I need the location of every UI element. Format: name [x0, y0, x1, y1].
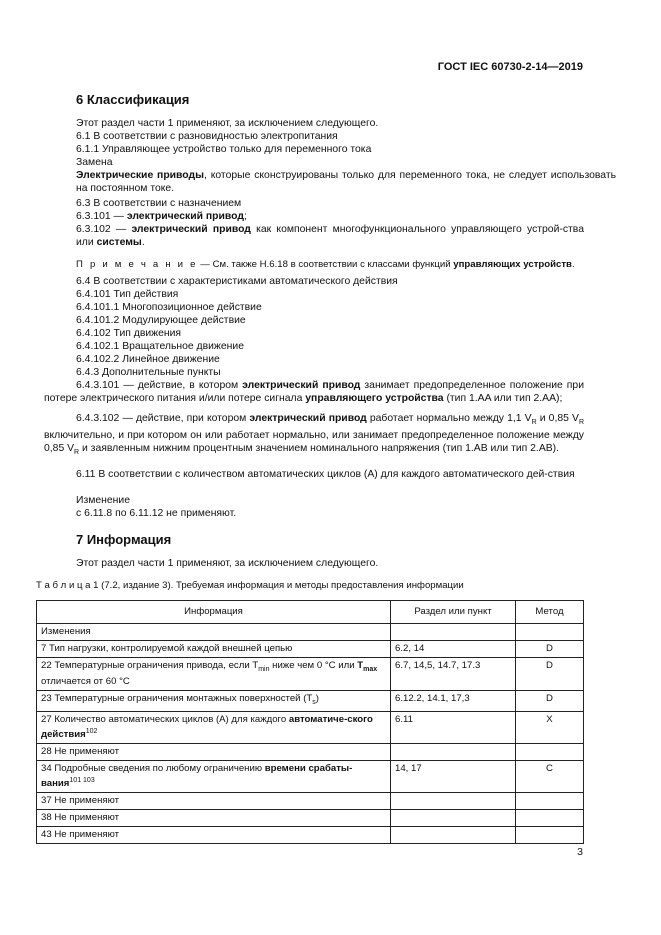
document-header: ГОСТ IEC 60730-2-14—2019 [437, 61, 583, 73]
cell-method: D [516, 690, 584, 711]
s6-p10-b: электрический привод [249, 413, 367, 424]
s6-p10-f: и заявленным нижним процентным значением номинального напряжения (тип 1.AB или тип 2.AB). [79, 443, 560, 455]
table-caption: Т а б л и ц а 1 (7.2, издание 3). Требуемая информация и методы предоставления информации [36, 580, 464, 591]
cell-info: 28 Не применяют [37, 744, 391, 761]
cell-info-end: ) [315, 692, 319, 704]
cell-info-a: 22 Температурные ограничения привода, если T [41, 660, 259, 671]
cell-info-end: отличается от 60 °С [41, 675, 130, 687]
section-6-heading: 6 Классификация [76, 92, 190, 107]
cell-method [516, 810, 584, 827]
s6-p8-e: . [141, 237, 145, 248]
s6-l3: 6.4.101.1 Многопозиционное действие [76, 302, 262, 313]
cell-info: 38 Не применяют [37, 810, 391, 827]
cell-section: 14, 17 [391, 761, 516, 793]
cell-method: X [516, 711, 584, 743]
s6-p7-b: электрический привод [126, 211, 244, 222]
cell-info-sup: 101 103 [69, 777, 95, 784]
cell-info-sub: min [258, 665, 270, 673]
info-table [36, 600, 584, 844]
s6-p10-c: работает нормально между 1,1 V [366, 413, 532, 424]
s6-l5: 6.4.102 Тип движения [76, 328, 182, 339]
table-row [37, 711, 584, 743]
table-row [37, 793, 584, 810]
s6-p5-bold: Электрические приводы [76, 170, 204, 181]
s6-p6: 6.3 В соответствии с назначением [76, 198, 242, 209]
s6-p9-d: управляющего устройства [305, 393, 444, 404]
s6-p9 [44, 379, 584, 405]
section-7-heading: 7 Информация [76, 532, 172, 547]
cell-method [516, 793, 584, 810]
cell-info-b: времени срабаты-вания [41, 763, 353, 790]
s6-l7: 6.4.102.2 Линейное движение [76, 354, 220, 365]
cell-info-rest: ниже чем 0 °С или [269, 660, 358, 671]
s6-p7 [44, 210, 616, 223]
cell-section: 6.2, 14 [391, 641, 516, 658]
s6-l2: 6.4.101 Тип действия [76, 289, 179, 300]
s6-p5 [44, 169, 616, 195]
table-row [37, 624, 584, 641]
cell-section: 6.12.2, 14.1, 17,3 [391, 690, 516, 711]
s6-p9-e: (тип 1.AA или тип 2.AA); [443, 393, 563, 404]
cell-section [391, 810, 516, 827]
s6-p2: 6.1 В соответствии с разновидностью электропитания [76, 131, 338, 142]
cell-method [516, 827, 584, 844]
s6-p7-a: 6.3.101 — [76, 211, 127, 222]
s6-l6: 6.4.102.1 Вращательное движение [76, 341, 244, 352]
s6-p13: с 6.11.8 по 6.11.12 не применяют. [76, 508, 237, 519]
table-row [37, 658, 584, 691]
cell-info-sub: s [312, 698, 316, 706]
cell-info-sup: 102 [85, 727, 98, 735]
table-row [37, 690, 584, 711]
note-bold: управляющих устройств [453, 259, 572, 270]
s6-p7-c: ; [243, 211, 247, 222]
s6-p8 [44, 223, 584, 249]
note [44, 258, 616, 271]
s6-p8-a: 6.3.102 — [76, 224, 132, 235]
s6-p11: 6.11 В соответствии с количеством автоматических циклов (А) для каждого автоматического дей-ствия [76, 469, 575, 480]
s6-l4: 6.4.101.2 Модулирующее действие [76, 315, 246, 326]
note-end: . [571, 259, 575, 270]
s6-p9-a: 6.4.3.101 — действие, в котором [76, 380, 243, 391]
cell-section: 6.11 [391, 711, 516, 743]
cell-method: D [516, 658, 584, 691]
cell-info-a: 27 Количество автоматических циклов (А) для каждого [41, 713, 289, 725]
s6-p10-sub3: R [74, 449, 80, 457]
s6-p5-rest: , которые сконструированы только для переменного тока, не следует использовать на постоянном токе. [76, 170, 616, 194]
s6-p10-sub1: R [531, 419, 537, 427]
table-header-row [37, 601, 584, 624]
col-header-info: Информация [37, 601, 391, 624]
cell-info [37, 690, 391, 711]
s6-p10-e: включительно, и при котором он или работает нормально, или занимает предопределенное положение между 0,85 V [44, 430, 584, 455]
cell-info: 37 Не применяют [37, 793, 391, 810]
s6-p8-d: системы [96, 237, 142, 248]
note-text: — См. также H.6.18 в соответствии с классами функций [197, 259, 454, 270]
cell-method [516, 744, 584, 761]
cell-info [37, 761, 391, 793]
cell-info-a: 34 Подробные сведения по любому ограничению [41, 763, 265, 774]
s6-p3: 6.1.1 Управляющее устройство только для переменного тока [76, 144, 372, 155]
cell-info [37, 658, 391, 691]
cell-info: Изменения [37, 624, 391, 641]
s6-p8-b: электрический привод [131, 224, 251, 235]
table-row [37, 827, 584, 844]
s6-p9-b: электрический привод [242, 380, 361, 391]
s7-p1: Этот раздел части 1 применяют, за исключением следующего. [76, 558, 379, 569]
cell-section [391, 793, 516, 810]
s6-p1: Этот раздел части 1 применяют, за исключением следующего. [76, 118, 379, 129]
s6-p10-a: 6.4.3.102 — действие, при котором [76, 413, 250, 424]
s6-p4: Замена [76, 157, 113, 168]
cell-info: 43 Не применяют [37, 827, 391, 844]
cell-section: 6.7, 14,5, 14.7, 17.3 [391, 658, 516, 691]
cell-section [391, 744, 516, 761]
cell-method [516, 624, 584, 641]
cell-info [37, 711, 391, 743]
s6-p10-sub2: R [578, 419, 585, 427]
s6-l1: 6.4 В соответствии с характеристиками автоматического действия [76, 276, 398, 287]
cell-section [391, 624, 516, 641]
s6-l8: 6.4.3 Дополнительные пункты [76, 367, 221, 378]
page-number: 3 [577, 846, 583, 858]
s6-p10 [44, 412, 584, 459]
table-row [37, 810, 584, 827]
note-label: П р и м е ч а н и е [76, 259, 198, 270]
cell-info-b: автоматиче-ского действия [41, 713, 373, 740]
col-header-section: Раздел или пункт [391, 601, 516, 624]
table-row [37, 744, 584, 761]
col-header-method: Метод [516, 601, 584, 624]
s6-p8-c: как компонент многофункционального управляющего устрой-ства или [76, 224, 584, 248]
cell-info-b: T [357, 660, 364, 671]
s6-p10-d: и 0,85 V [536, 413, 579, 424]
cell-info: 7 Тип нагрузки, контролируемой каждой внешней цепью [37, 641, 391, 658]
s6-p9-c: занимает предопределенное положение при потере электрического питания и/или потере сигнала [44, 380, 584, 404]
cell-method: D [516, 641, 584, 658]
s6-p12: Изменение [76, 495, 130, 506]
cell-info-a: 23 Температурные ограничения монтажных поверхностей (T [41, 692, 313, 704]
cell-section [391, 827, 516, 844]
table-row [37, 761, 584, 793]
cell-info-sub2: max [363, 665, 378, 673]
cell-method: C [516, 761, 584, 793]
table-row [37, 641, 584, 658]
